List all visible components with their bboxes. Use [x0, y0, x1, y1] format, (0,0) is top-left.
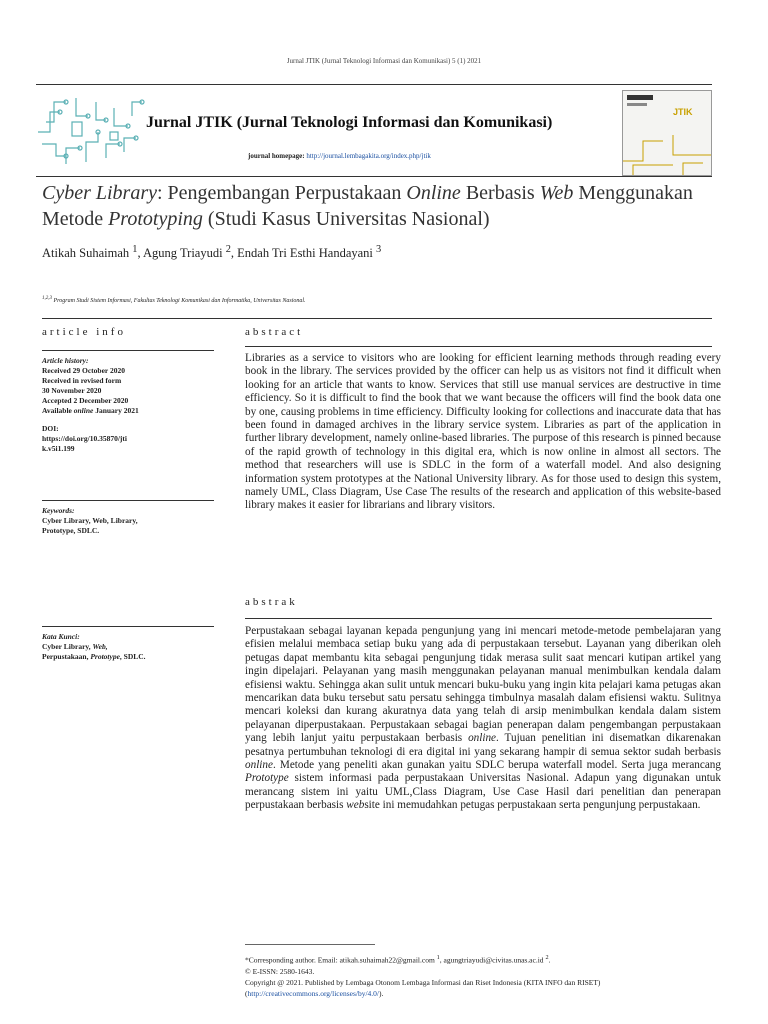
cover-pattern-icon: [623, 131, 711, 175]
footer-rule: [245, 944, 375, 945]
journal-banner: [36, 84, 712, 176]
abstrak-heading: abstrak: [245, 596, 298, 608]
copyright: Copyright @ 2021. Published by Lembaga Otonom Lembaga Informasi dan Riset Indonesia (KITA INFO dan RISET): [245, 977, 601, 987]
running-head: Jurnal JTIK (Jurnal Teknologi Informasi dan Komunikasi) 5 (1) 2021: [286, 57, 482, 65]
circuit-logo-icon: [36, 92, 146, 170]
homepage-label: journal homepage:: [248, 152, 305, 160]
keywords: Keywords: Cyber Library, Web, Library, Prototype, SDLC.: [42, 506, 138, 535]
abstrak-rule: [245, 618, 712, 619]
author-name: Endah Tri Esthi Handayani: [237, 246, 373, 261]
email-link[interactable]: atikah.suhaimah22@gmail.com: [339, 955, 435, 965]
author-name: Atikah Suhaimah: [42, 246, 130, 261]
section-rule: [42, 318, 712, 319]
issn: © E-ISSN: 2580-1643.: [245, 966, 315, 976]
paper-title: Cyber Library: Pengembangan Perpustakaan Online Berbasis Web Menggunakan Metode Prototyping (Studi Kasus Universitas Nasional): [42, 182, 693, 230]
kata-kunci: Kata Kunci: Cyber Library, Web, Perpustakaan, Prototype, SDLC.: [42, 632, 146, 661]
article-info-rule: [42, 350, 214, 351]
abstrak-text: Perpustakaan sebagai layanan kepada pengunjung yang ini mencari metode-metode pembelajaran yang efisien melalui membaca setiap buku yang ada di perpustakaan tersebut. Layanan yang diberikan oleh petugas dapat membantu kita sebagai pengunjung tidak merasa sulit saat mencari kutipan artikel yang ingin dipelajari. Pelayanan yang masih menggunakan pelayanan manual menimbulkan kendala dalam efisiensi waktu. Sehingga akan sulit untuk mencari buku-buku yang ingin kita pelajari kama petugas akan mencarikan data buku tersebut satu persatu sehingga timbulnya masalah dalam efisiensi waktu. Sulitnya mencari koleksi dan kurang akuratnya data yang telah di arsip menimbulkan kendala dalam sistem pelayanan diperpustakaan. Perpustakaan sebagai bagian penerapan dalam pengembangan perpustakaan yang lebih lanjut yaitu perpustakaan berbasis online. Tujuan penelitian ini disematkan dikarenakan pesatnya pertumbuhan teknologi di era digital ini yang sekarang hampir di semua sektor sudah berbasis online. Metode yang peneliti akan gunakan yaitu SDLC berupa waterfall model. Serta juga merancang Prototype sistem informasi pada perpustakaan Universitas Nasional. Adapun yang digunakan untuk merancang sistem ini yaitu UML,Class Diagram, Use Case Hasil dari penelitian dan penerapan perpustakaan berbasis website ini memudahkan petugas perpustakaan serta pengunjung perpustakaan.: [245, 625, 721, 812]
abstract-text: Libraries as a service to visitors who are looking for efficient learning methods through reading every book in the library. The services provided by the officer can help us as visitors not find it difficult when looking for an article that wants to know. Services that still use manual services are destructive in time efficiency. So it is difficult to find the book that we want because the officers will find the book data one by one, causing problems in time efficiency. Difficulty looking for collections and inaccurate data that has been found in damaged archives in the library service system. Libraries as part of the application in further library development, namely online-based libraries. The purpose of this research is pinned because of the rapid growth of technology in this digital era, which is now online in almost all sectors. The method that researchers will use is SDLC in the form of a waterfall model. And also designing information system prototypes at the National University library. As for those used to design this system, namely UML, Class Diagram, Use Case The results of the research and application of this website-based library makes it easier for librarians and library visitors.: [245, 352, 721, 512]
keywords-rule: [42, 500, 214, 501]
author-name: Agung Triayudi: [143, 246, 223, 261]
email-link[interactable]: agungtriayudi@civitas.unas.ac.id: [443, 955, 544, 965]
affiliation: $^{1,2,3}$ Program Studi Sistem Informasi, Fakultas Teknologi Komunikasi dan Informatika, Universitas Nasional.: [42, 296, 306, 304]
abstract-heading: abstract: [245, 326, 304, 338]
journal-title: Jurnal JTIK (Jurnal Teknologi Informasi dan Komunikasi): [146, 114, 553, 131]
license-link[interactable]: http://creativecommons.org/licenses/by/4.0/: [247, 988, 380, 998]
doi-link[interactable]: https://doi.org/10.35870/jti: [42, 434, 128, 443]
footer-notes: *Corresponding author. Email: atikah.suhaimah22@gmail.com $^1$, agungtriayudi@civitas.unas.ac.id $^2$. © E-ISSN: 2580-1643. Copyright @ 2021. Published by Lembaga Otonom Lembaga Informasi dan Riset Indonesia (KITA INFO dan RISET) (http://creativecommons.org/licenses/by/4.0/).: [245, 952, 765, 999]
author-list: Atikah Suhaimah $^1$, Agung Triayudi $^2$, Endah Tri Esthi Handayani $^3$: [42, 244, 382, 261]
journal-cover-thumbnail: [622, 90, 712, 176]
cover-title: JTIK: [673, 107, 693, 117]
article-info-heading: article info: [42, 326, 126, 338]
homepage-link[interactable]: http://journal.lembagakita.org/index.php/jtik: [306, 152, 431, 160]
abstract-rule: [245, 346, 712, 347]
header-rule-bottom: [36, 176, 712, 177]
journal-homepage: [248, 152, 431, 160]
kata-kunci-rule: [42, 626, 214, 627]
article-history: Article history: Received 29 October 2020 Received in revised form 30 November 2020 Accepted 2 December 2020 Available online January 2021 DOI: https://doi.org/10.35870/jti k.v5i1.199: [42, 356, 214, 454]
